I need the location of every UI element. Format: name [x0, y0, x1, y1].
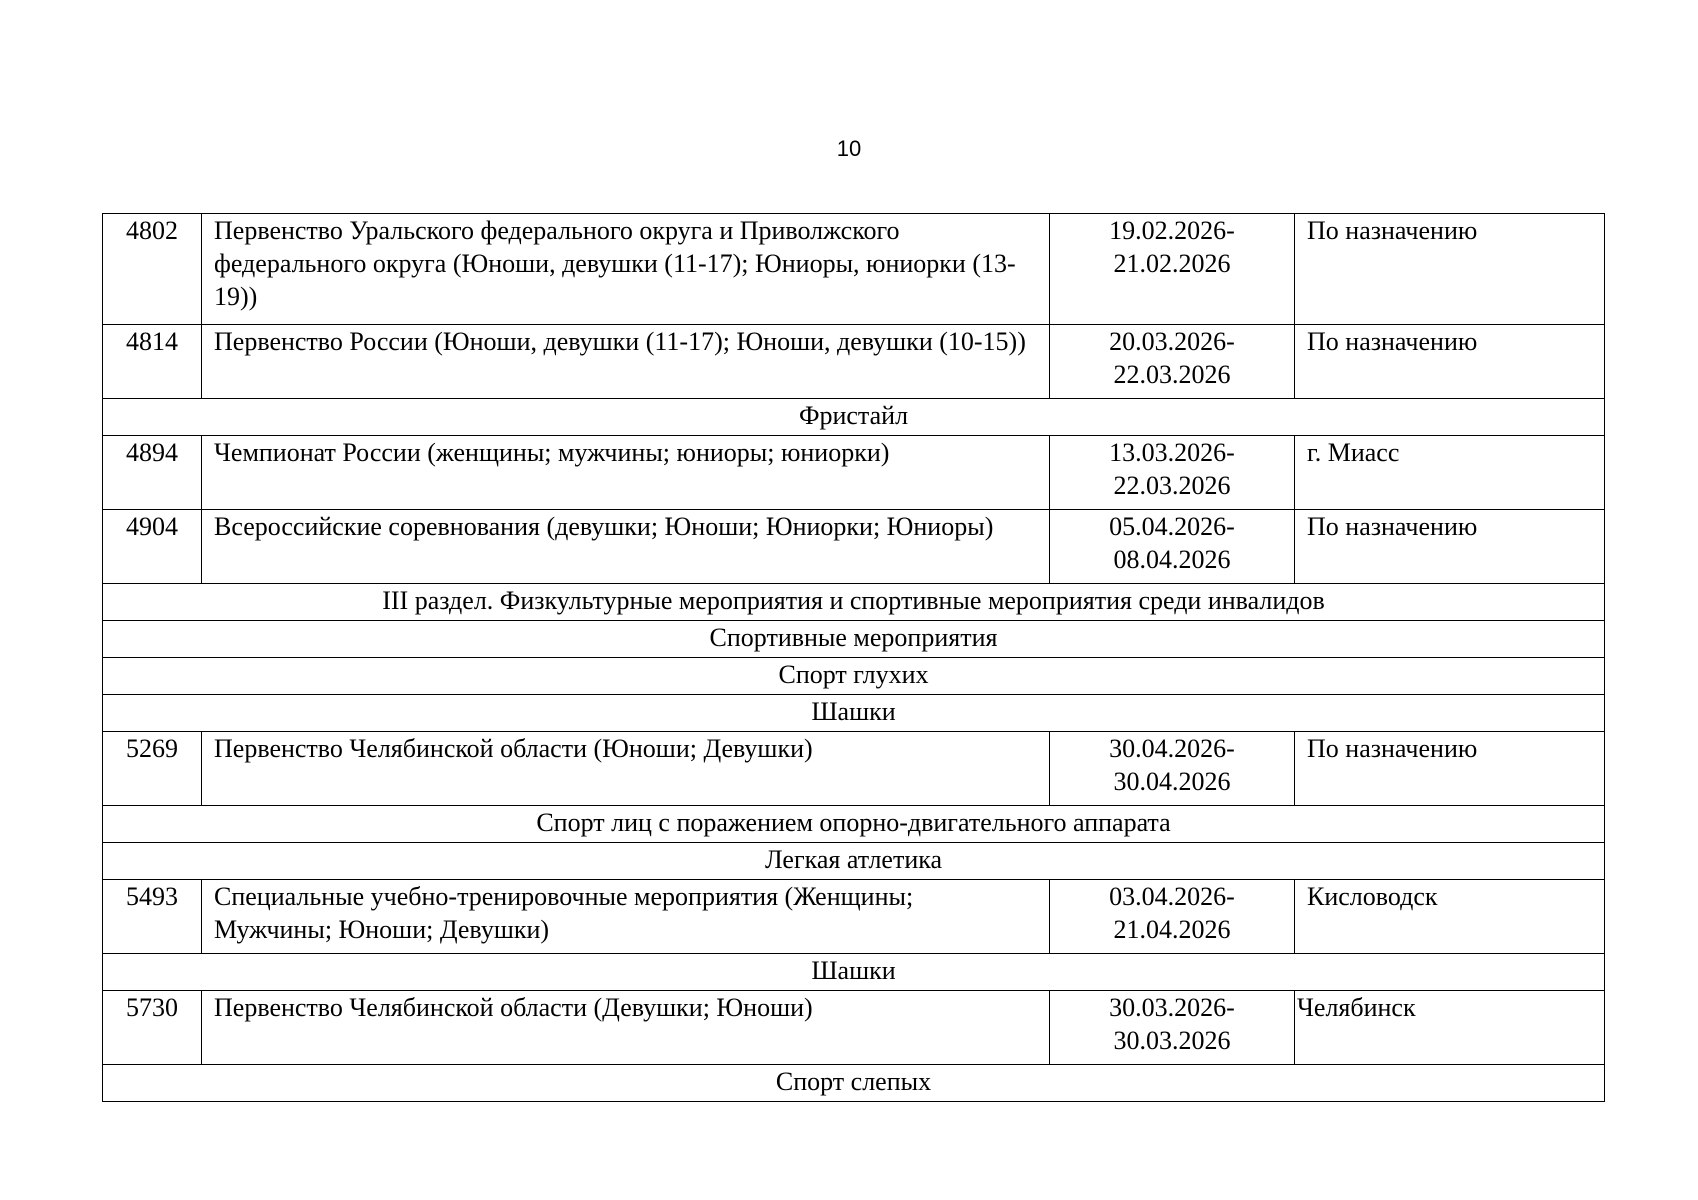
section-row: [103, 695, 1605, 732]
date-start: 20.03.2026-: [1109, 327, 1235, 356]
section-title: Спорт глухих: [103, 658, 1605, 695]
section-row: [103, 658, 1605, 695]
event-number: 4904: [103, 510, 202, 584]
event-name: Первенство Челябинской области (Девушки; Юноши): [202, 991, 1050, 1065]
event-number: 4814: [103, 325, 202, 399]
event-dates: [1050, 214, 1295, 325]
event-name: Первенство Уральского федерального округа и Приволжского федерального округа (Юноши, девушки (11-17); Юниоры, юниорки (13-19)): [202, 214, 1050, 325]
events-table: [102, 213, 1605, 1102]
event-dates: [1050, 732, 1295, 806]
event-place: г. Миасс: [1295, 436, 1605, 510]
event-place: По назначению: [1295, 510, 1605, 584]
section-title: Легкая атлетика: [103, 843, 1605, 880]
section-row: [103, 584, 1605, 621]
date-start: 03.04.2026-: [1109, 882, 1235, 911]
date-start: 05.04.2026-: [1109, 512, 1235, 541]
event-name: Первенство Челябинской области (Юноши; Девушки): [202, 732, 1050, 806]
event-name: Чемпионат России (женщины; мужчины; юниоры; юниорки): [202, 436, 1050, 510]
section-row: [103, 1065, 1605, 1102]
section-title: Фристайл: [103, 399, 1605, 436]
table-row: [103, 991, 1605, 1065]
page-number: 10: [836, 136, 862, 161]
event-place: По назначению: [1295, 325, 1605, 399]
section-title: Шашки: [103, 695, 1605, 732]
section-row: [103, 843, 1605, 880]
event-dates: [1050, 510, 1295, 584]
date-start: 13.03.2026-: [1109, 438, 1235, 467]
date-start: 30.04.2026-: [1109, 734, 1235, 763]
section-title: Шашки: [103, 954, 1605, 991]
section-title: Спортивные мероприятия: [103, 621, 1605, 658]
event-number: 5269: [103, 732, 202, 806]
event-number: 4894: [103, 436, 202, 510]
table-row: [103, 325, 1605, 399]
event-number: 4802: [103, 214, 202, 325]
table-row: [103, 436, 1605, 510]
date-end: 22.03.2026: [1113, 471, 1231, 500]
event-dates: [1050, 325, 1295, 399]
event-name: Специальные учебно-тренировочные мероприятия (Женщины; Мужчины; Юноши; Девушки): [202, 880, 1050, 954]
date-start: 19.02.2026-: [1109, 216, 1235, 245]
event-place: По назначению: [1295, 214, 1605, 325]
section-row: [103, 399, 1605, 436]
event-name: Первенство России (Юноши, девушки (11-17); Юноши, девушки (10-15)): [202, 325, 1050, 399]
date-end: 08.04.2026: [1113, 545, 1231, 574]
section-title: Спорт слепых: [103, 1065, 1605, 1102]
date-end: 30.04.2026: [1113, 767, 1231, 796]
table-row: [103, 880, 1605, 954]
date-end: 30.03.2026: [1113, 1026, 1231, 1055]
table-row: [103, 732, 1605, 806]
event-place: По назначению: [1295, 732, 1605, 806]
section-title: III раздел. Физкультурные мероприятия и спортивные мероприятия среди инвалидов: [103, 584, 1605, 621]
section-title: Спорт лиц с поражением опорно-двигательного аппарата: [103, 806, 1605, 843]
event-place: Кисловодск: [1295, 880, 1605, 954]
date-end: 21.04.2026: [1113, 915, 1231, 944]
event-name: Всероссийские соревнования (девушки; Юноши; Юниорки; Юниоры): [202, 510, 1050, 584]
event-dates: [1050, 880, 1295, 954]
event-dates: [1050, 436, 1295, 510]
event-place: Челябинск: [1295, 991, 1605, 1065]
section-row: [103, 806, 1605, 843]
date-end: 22.03.2026: [1113, 360, 1231, 389]
section-row: [103, 954, 1605, 991]
date-start: 30.03.2026-: [1109, 993, 1235, 1022]
event-number: 5493: [103, 880, 202, 954]
table-row: [103, 214, 1605, 325]
date-end: 21.02.2026: [1113, 249, 1231, 278]
table-row: [103, 510, 1605, 584]
event-dates: [1050, 991, 1295, 1065]
section-row: [103, 621, 1605, 658]
event-number: 5730: [103, 991, 202, 1065]
